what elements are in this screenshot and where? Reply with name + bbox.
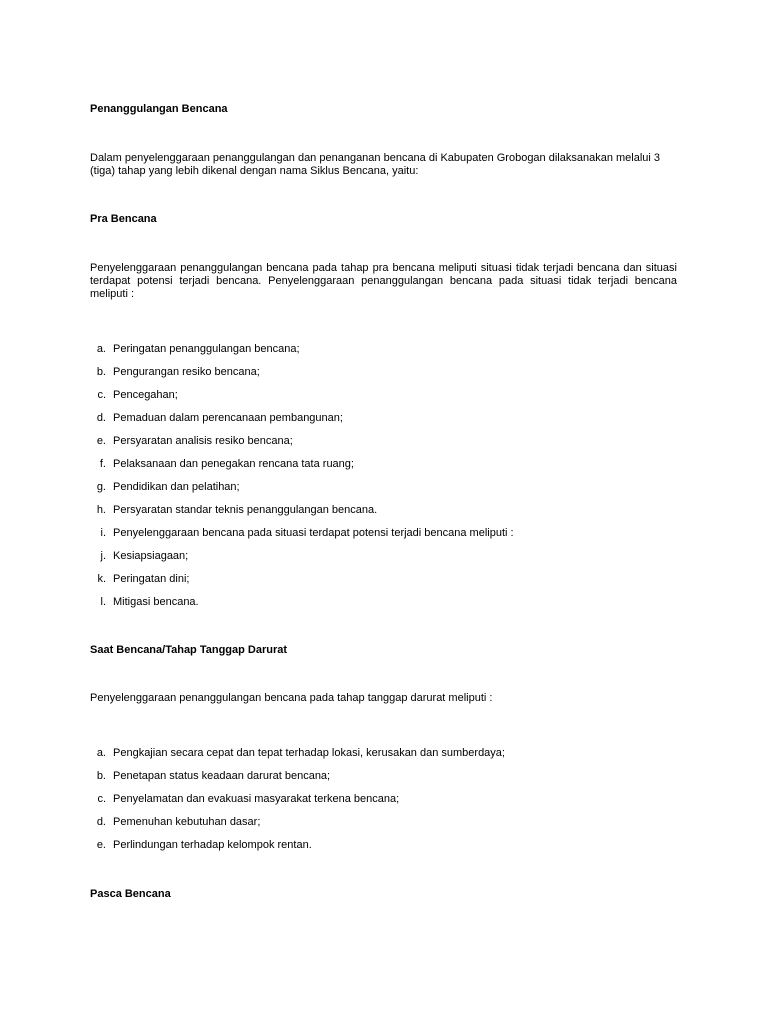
list-marker: a.	[96, 343, 106, 355]
list-item	[90, 435, 514, 458]
list-item	[90, 573, 514, 596]
section-heading-pasca-bencana: Pasca Bencana	[90, 888, 171, 900]
list-item-text: Kesiapsiagaan;	[113, 550, 189, 562]
list-item-text: Penyelamatan dan evakuasi masyarakat terkena bencana;	[113, 793, 400, 805]
list-item	[90, 504, 514, 527]
list-marker: d.	[96, 412, 106, 424]
list-item-text: Peringatan penanggulangan bencana;	[113, 343, 300, 355]
pra-bencana-paragraph: Penyelenggaraan penanggulangan bencana pada tahap pra bencana meliputi situasi tidak terjadi bencana dan situasi terdapat potensi terjadi bencana. Penyelenggaraan penanggulangan bencana pada situasi tidak terjadi bencana meliputi :	[90, 262, 677, 300]
saat-bencana-paragraph: Penyelenggaraan penanggulangan bencana pada tahap tanggap darurat meliputi :	[90, 692, 493, 704]
list-marker: h.	[96, 504, 106, 516]
list-item-text: Pelaksanaan dan penegakan rencana tata ruang;	[113, 458, 354, 470]
list-item-text: Pencegahan;	[113, 389, 178, 401]
list-marker: a.	[96, 747, 106, 759]
list-item-text: Penetapan status keadaan darurat bencana;	[113, 770, 331, 782]
list-item	[90, 596, 514, 619]
list-marker: b.	[96, 366, 106, 378]
document-title: Penanggulangan Bencana	[90, 103, 228, 115]
intro-paragraph: Dalam penyelenggaraan penanggulangan dan penanganan bencana di Kabupaten Grobogan dilaksanakan melalui 3 (tiga) tahap yang lebih dikenal dengan nama Siklus Bencana, yaitu:	[90, 152, 661, 177]
list-item	[90, 412, 514, 435]
list-marker: c.	[97, 793, 106, 805]
list-item-text: Pengkajian secara cepat dan tepat terhadap lokasi, kerusakan dan sumberdaya;	[113, 747, 505, 759]
list-item	[90, 550, 514, 573]
list-item-text: Pengurangan resiko bencana;	[113, 366, 260, 378]
list-item	[90, 481, 514, 504]
list-item	[90, 343, 514, 366]
list-item	[90, 389, 514, 412]
list-item-text: Perlindungan terhadap kelompok rentan.	[113, 839, 312, 851]
list-marker: e.	[96, 435, 106, 447]
list-marker: g.	[96, 481, 106, 493]
list-item-text: Penyelenggaraan bencana pada situasi terdapat potensi terjadi bencana meliputi :	[113, 527, 514, 539]
list-marker: c.	[97, 389, 106, 401]
list-marker: k.	[97, 573, 106, 585]
list-item-text: Persyaratan standar teknis penanggulangan bencana.	[113, 504, 378, 516]
list-item-text: Pemenuhan kebutuhan dasar;	[113, 816, 261, 828]
pra-bencana-list	[90, 343, 514, 619]
list-item-text: Pendidikan dan pelatihan;	[113, 481, 240, 493]
list-marker: f.	[99, 458, 106, 470]
list-marker: l.	[100, 596, 106, 608]
list-item-text: Persyaratan analisis resiko bencana;	[113, 435, 293, 447]
list-item	[90, 527, 514, 550]
list-item	[90, 793, 505, 816]
list-item	[90, 458, 514, 481]
list-marker: i.	[100, 527, 106, 539]
list-item	[90, 816, 505, 839]
list-marker: j.	[100, 550, 106, 562]
list-item-text: Pemaduan dalam perencanaan pembangunan;	[113, 412, 343, 424]
list-item	[90, 770, 505, 793]
saat-bencana-list	[90, 747, 505, 862]
list-marker: d.	[96, 816, 106, 828]
list-item-text: Peringatan dini;	[113, 573, 190, 585]
list-marker: b.	[96, 770, 106, 782]
section-heading-pra-bencana: Pra Bencana	[90, 213, 157, 225]
list-item	[90, 839, 505, 862]
list-item	[90, 366, 514, 389]
list-marker: e.	[96, 839, 106, 851]
list-item	[90, 747, 505, 770]
section-heading-saat-bencana: Saat Bencana/Tahap Tanggap Darurat	[90, 644, 288, 656]
list-item-text: Mitigasi bencana.	[113, 596, 199, 608]
